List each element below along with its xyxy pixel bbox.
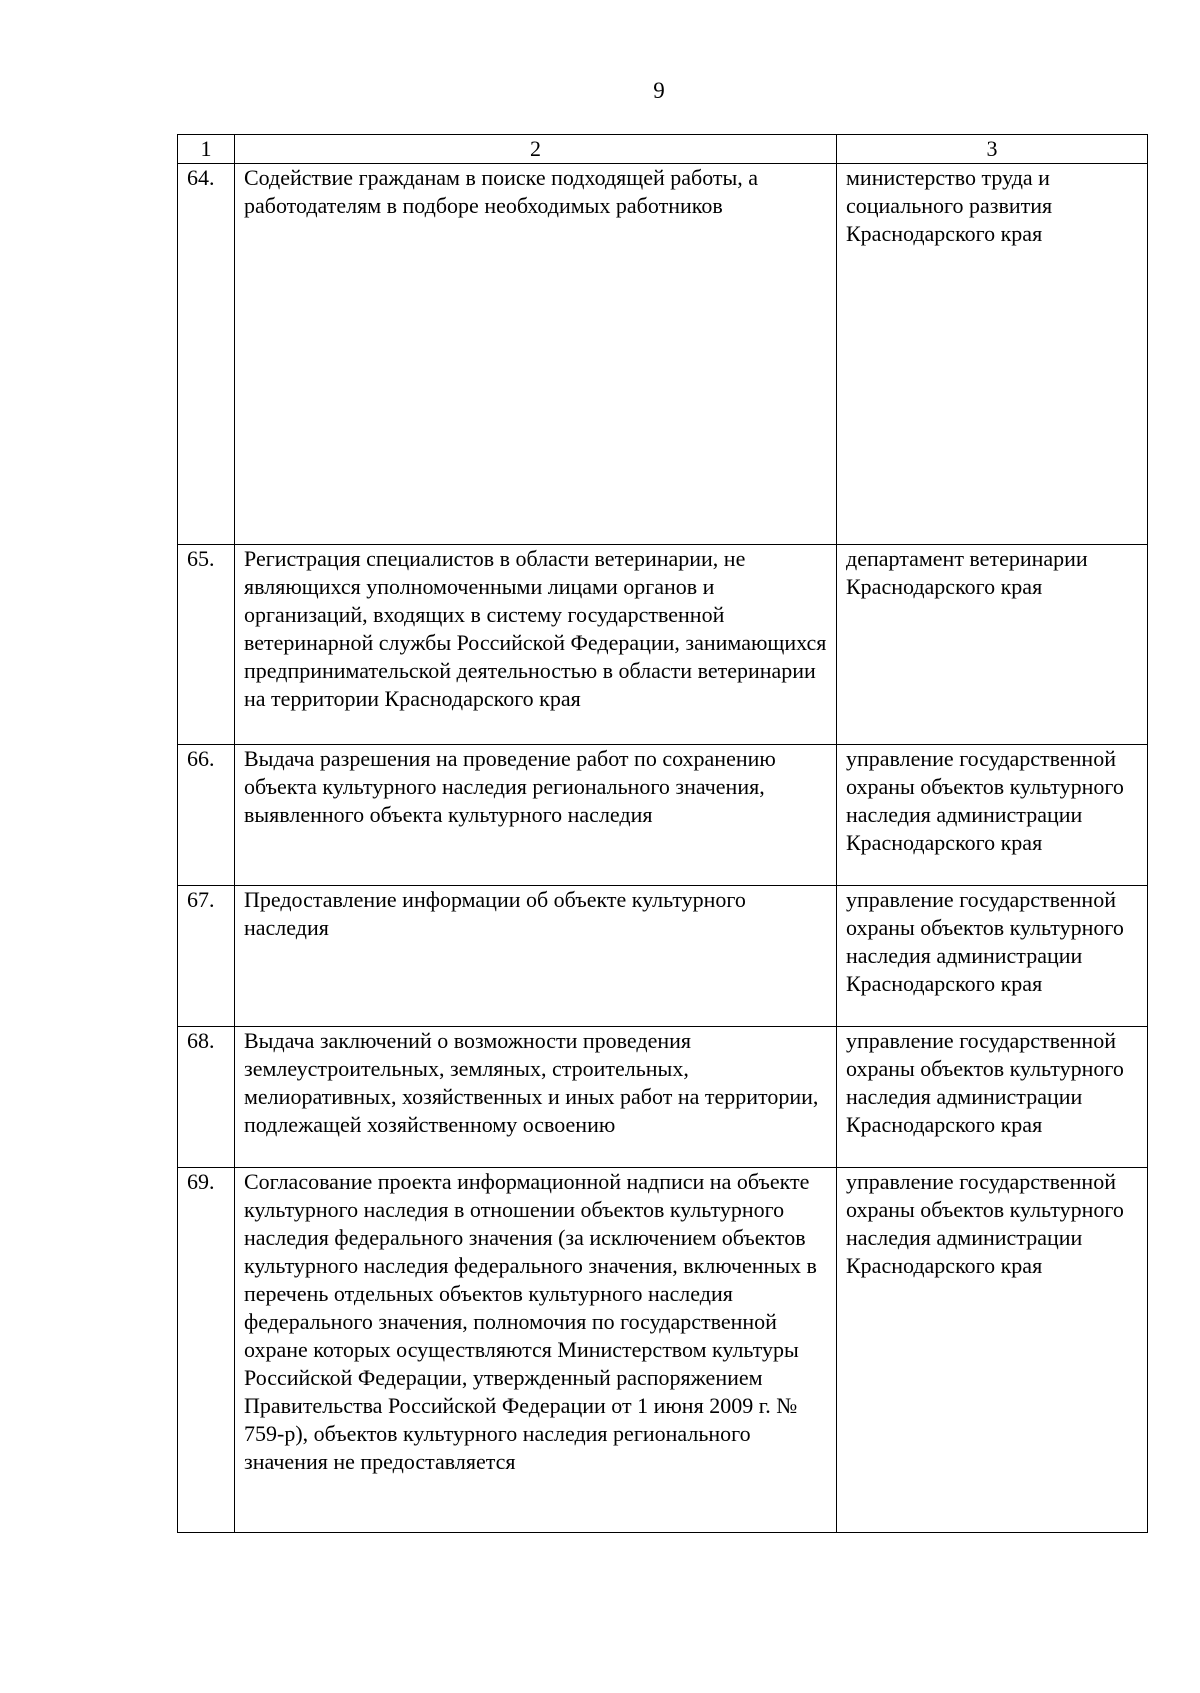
services-table xyxy=(177,134,1148,1533)
page-number: 9 xyxy=(653,78,665,103)
table-row xyxy=(178,545,1148,745)
row-number: 64. xyxy=(178,164,235,545)
service-name: Выдача разрешения на проведение работ по сохранению объекта культурного наследия регионального значения, выявленного объекта культурного наследия xyxy=(235,745,837,886)
responsible-authority: управление государственной охраны объектов культурного наследия администрации Краснодарского края xyxy=(837,745,1148,886)
service-name: Выдача заключений о возможности проведения землеустроительных, земляных, строительных, мелиоративных, хозяйственных и иных работ на территории, подлежащей хозяйственному освоению xyxy=(235,1027,837,1168)
row-number: 67. xyxy=(178,886,235,1027)
column-header: 2 xyxy=(235,135,837,164)
column-header: 1 xyxy=(178,135,235,164)
row-number: 65. xyxy=(178,545,235,745)
table-row xyxy=(178,1168,1148,1533)
column-header: 3 xyxy=(837,135,1148,164)
responsible-authority: министерство труда и социального развития Краснодарского края xyxy=(837,164,1148,545)
service-name: Содействие гражданам в поиске подходящей работы, а работодателям в подборе необходимых работников xyxy=(235,164,837,545)
table-row xyxy=(178,745,1148,886)
responsible-authority: департамент ветеринарии Краснодарского края xyxy=(837,545,1148,745)
table-row xyxy=(178,886,1148,1027)
responsible-authority: управление государственной охраны объектов культурного наследия администрации Краснодарского края xyxy=(837,1168,1148,1533)
row-number: 66. xyxy=(178,745,235,886)
service-name: Предоставление информации об объекте культурного наследия xyxy=(235,886,837,1027)
service-name: Регистрация специалистов в области ветеринарии, не являющихся уполномоченными лицами органов и организаций, входящих в систему государственной ветеринарной службы Российской Федерации, занимающихся предпринимательской деятельностью в области ветеринарии на территории Краснодарского края xyxy=(235,545,837,745)
responsible-authority: управление государственной охраны объектов культурного наследия администрации Краснодарского края xyxy=(837,886,1148,1027)
responsible-authority: управление государственной охраны объектов культурного наследия администрации Краснодарского края xyxy=(837,1027,1148,1168)
row-number: 69. xyxy=(178,1168,235,1533)
row-number: 68. xyxy=(178,1027,235,1168)
table-row xyxy=(178,1027,1148,1168)
table-row xyxy=(178,164,1148,545)
service-name: Согласование проекта информационной надписи на объекте культурного наследия в отношении объектов культурного наследия федерального значения (за исключением объектов культурного наследия федерального значения, включенных в перечень отдельных объектов культурного наследия федерального значения, полномочия по государственной охране которых осуществляются Министерством культуры Российской Федерации, утвержденный распоряжением Правительства Российской Федерации от 1 июня 2009 г. № 759-р), объектов культурного наследия регионального значения не предоставляется xyxy=(235,1168,837,1533)
table-header-row xyxy=(178,135,1148,164)
